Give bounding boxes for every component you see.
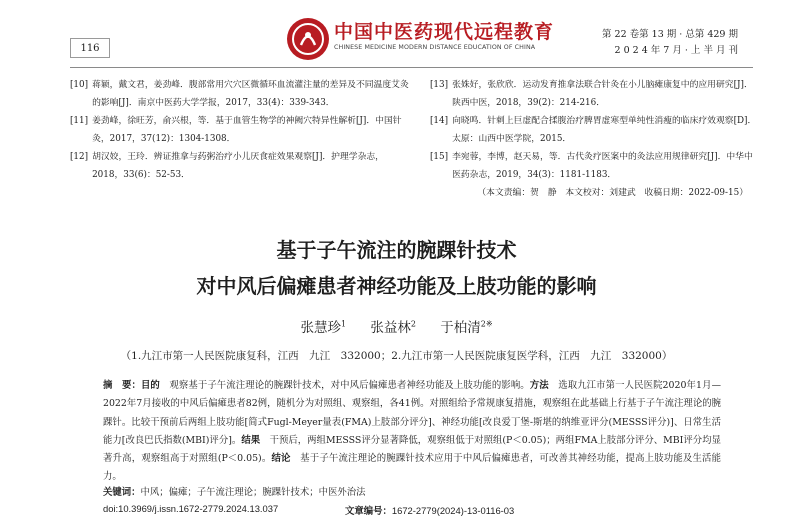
methods-label: 方法 xyxy=(529,380,549,391)
author: 张慧珍$^1$ xyxy=(300,319,347,336)
objective-text: 观察基于子午流注理论的腕踝针技术，对中风后偏瘫患者神经功能及上肢功能的影响。 xyxy=(159,380,530,391)
author-affiliation: （1.九江市第一人民医院康复科，江西 九江 332000；2.九江市第一人民医院康复医学科，江西 九江 332000） xyxy=(120,350,673,362)
reference-text: 李宛蓉，李博，赵天易，等．古代灸疗医案中的灸法应用规律研究[J]．中华中医药杂志，2019，34(3)：1181-1183． xyxy=(452,152,753,180)
article-title-line-2: 对中风后偏瘫患者神经功能及上肢功能的影响 xyxy=(196,274,597,298)
objective-label: 目的 xyxy=(140,380,160,391)
reference-text: 向晓鸣．针刺上巨虚配合揉腹治疗脾胃虚寒型单纯性消瘦的临床疗效观察[D]．太原：山西中医学院，2015． xyxy=(452,116,757,144)
issue-date: 2 0 2 4 年 7 月 · 上 半 月 刊 xyxy=(614,45,738,56)
doi-value: 10.3969/j.issn.1672-2779.2024.13.037 xyxy=(118,503,279,514)
results-label: 结果 xyxy=(241,434,261,446)
keywords-label: 关键词： xyxy=(103,487,141,498)
reference-item xyxy=(70,148,410,184)
reference-text: 张姝好，张欣欣．运动发育推拿法联合针灸在小儿脑瘫康复中的应用研究[J]．陕西中医，2018，39(2)：214-216． xyxy=(452,80,753,108)
author: 张益林$^2$ xyxy=(370,319,416,336)
reference-number: [10] xyxy=(70,80,89,90)
editor-note: （本文责编：贺 静 本文校对：刘建武 收稿日期：2022-09-15） xyxy=(477,188,748,198)
reference-number: [12] xyxy=(70,152,89,162)
reference-item xyxy=(430,112,760,148)
doi xyxy=(103,503,278,514)
journal-logo-icon xyxy=(287,18,329,60)
reference-list-left xyxy=(70,76,410,184)
reference-item xyxy=(70,76,410,112)
article-number xyxy=(345,503,514,517)
reference-number: [15] xyxy=(430,152,449,162)
keywords-text: 中风；偏瘫；子午流注理论；腕踝针技术；中医外治法 xyxy=(140,487,366,498)
conclusion-label: 结论 xyxy=(271,453,291,465)
header-divider xyxy=(70,67,753,68)
journal-title: 中国中医药现代远程教育 xyxy=(334,21,555,43)
reference-text: 姜劲峰，徐旺芳，俞兴根，等．基于血管生物学的神阙穴特异性解析[J]．中国针灸，2017，37(12)：1304-1308． xyxy=(92,116,402,144)
reference-item xyxy=(430,148,760,184)
reference-list-right xyxy=(430,76,760,202)
reference-item xyxy=(430,76,760,112)
article-number-value: 1672-2779(2024)-13-0116-03 xyxy=(391,505,515,516)
author: 于柏清$^{2※}$ xyxy=(440,319,493,336)
issue-info: 第 22 卷第 13 期 · 总第 429 期 xyxy=(602,29,738,40)
author-list xyxy=(0,316,793,336)
results-text: 干预后，两组MESSS评分显著降低，观察组低于对照组(P＜0.05)；两组FMA上肢部分评分、MBI评分均显著升高，观察组高于对照组(P＜0.05)。 xyxy=(103,434,721,465)
keywords xyxy=(103,484,366,498)
abstract xyxy=(103,377,721,487)
reference-number: [14] xyxy=(430,116,449,126)
methods-text: 选取九江市第一人民医院2020年1月—2022年7月接收的中风后偏瘫患者82例，随机分为对照组、观察组，各41例。对照组给予常规康复措施，观察组在此基础上行基于子午流注理论的腕踝针。比较干预前后两组上肢功能[简式Fugl-Meyer量表(FMA)上肢部分评分]、神经功能[改良爱丁堡-斯堪的纳维亚评分(MESSS评分)]、日常生活能力[改良巴氏指数(MBI)评分]。 xyxy=(103,380,721,446)
reference-text: 蒋颖，戴文君，姜劲峰．腹部常用穴穴区微循环血流灌注量的差异及不同温度艾灸的影响[J]．南京中医药大学学报，2017，33(4)：339-343． xyxy=(92,80,409,108)
conclusion-text: 基于子午流注理论的腕踝针技术应用于中风后偏瘫患者，可改善其神经功能，提高上肢功能及生活能力。 xyxy=(103,453,721,483)
doi-label: doi: xyxy=(103,503,119,514)
reference-number: [11] xyxy=(70,116,89,126)
reference-item xyxy=(70,112,410,148)
reference-number: [13] xyxy=(430,80,449,90)
page-number: 116 xyxy=(70,38,110,58)
journal-title-english: CHINESE MEDICINE MODERN DISTANCE EDUCATION OF CHINA xyxy=(334,44,536,51)
article-title-line-1: 基于子午流注的腕踝针技术 xyxy=(276,238,517,262)
abstract-label: 摘 要： xyxy=(103,380,141,391)
article-number-label: 文章编号： xyxy=(345,506,392,517)
reference-text: 胡汉姣，王玲．辨证推拿与药粥治疗小儿厌食症效果观察[J]．护理学杂志，2018，33(6)：52-53． xyxy=(92,152,384,180)
